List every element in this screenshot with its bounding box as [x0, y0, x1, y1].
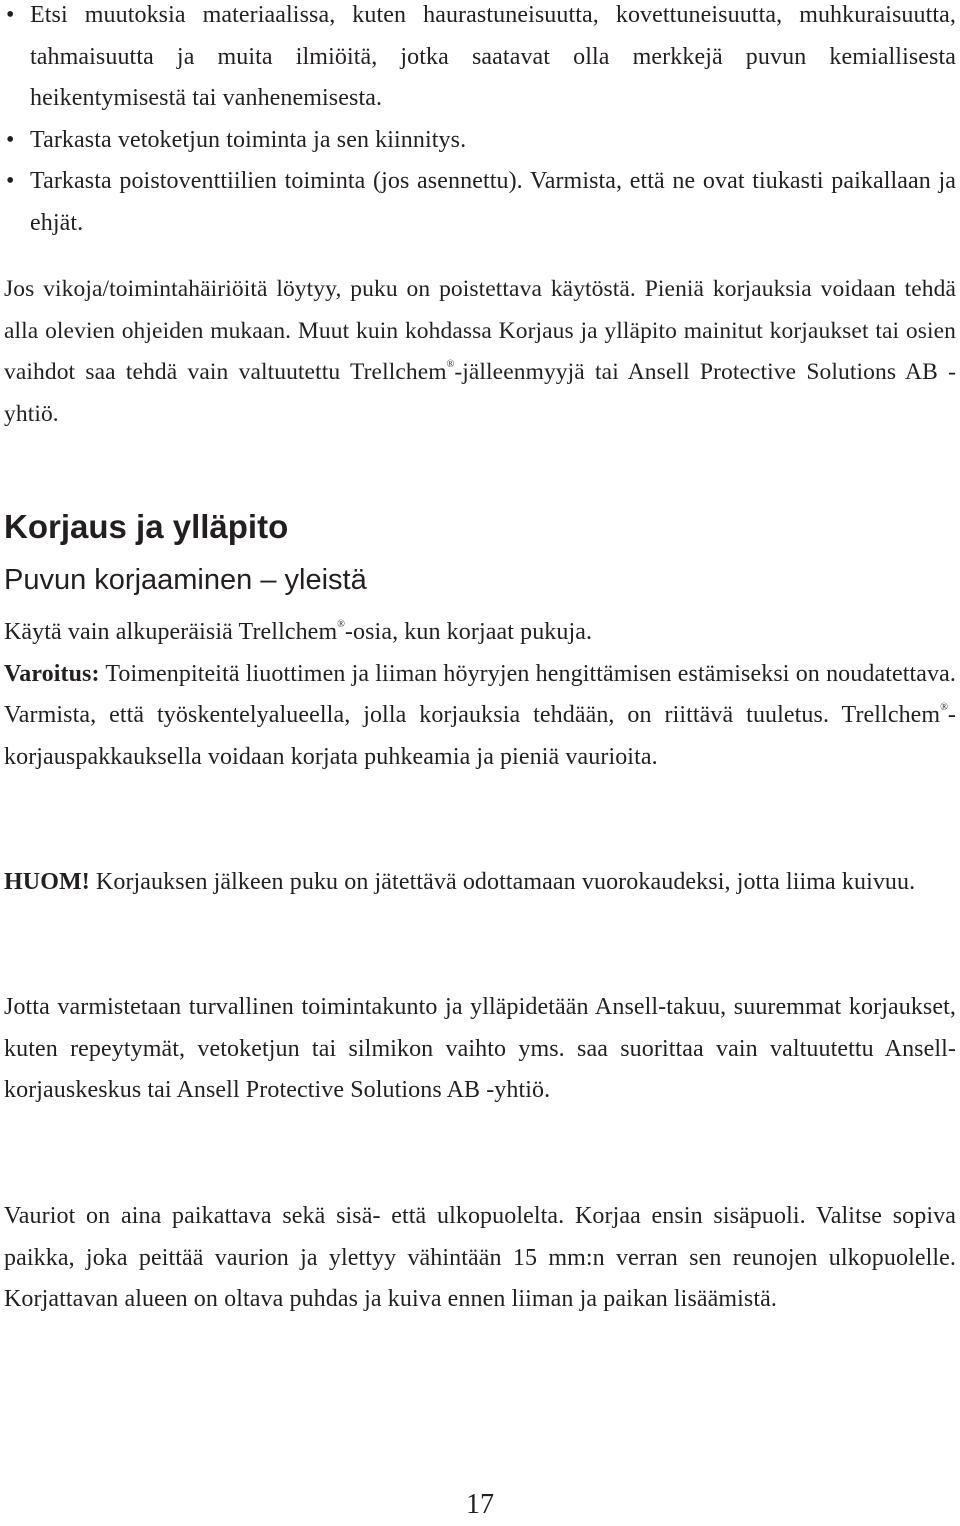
- bullet-icon: •: [6, 168, 15, 194]
- note-paragraph: [4, 862, 956, 904]
- registered-mark: ®: [337, 619, 345, 630]
- bullet-icon: •: [6, 2, 15, 28]
- inspection-note-paragraph: [4, 269, 956, 435]
- bullet-icon: •: [6, 126, 15, 153]
- parts-paragraph: [4, 612, 956, 778]
- note-text: Korjauksen jälkeen puku on jätettävä odottamaan vuorokaudeksi, jotta liima kuivuu.: [89, 869, 916, 895]
- registered-mark: ®: [940, 702, 948, 713]
- note-label: HUOM!: [4, 869, 90, 895]
- parts-text-end: -osia, kun korjaat pukuja.: [344, 619, 593, 645]
- parts-text: Käytä vain alkuperäisiä Trellchem: [4, 619, 338, 645]
- section-subtitle: Puvun korjaaminen – yleistä: [4, 564, 367, 596]
- inspection-note-text: Jos vikoja/toimintahäiriöitä löytyy, puku on poistettava käytöstä. Pieniä korjauksia voidaan tehdä alla olevien ohjeiden mukaan. Muut kuin kohdassa Korjaus ja ylläpito mainitut korjaukset tai osien vaihdot saa tehdä vain valtuutettu Trellchem: [4, 276, 956, 385]
- warning-label: Varoitus:: [4, 660, 100, 687]
- warning-text: Toimenpiteitä liuottimen ja liiman höyryjen hengittämisen estämiseksi on noudatettava. Varmista, että työskentelyalueella, jolla korjauksia tehdään, on riittävä tuuletus. Trellchem: [4, 660, 956, 728]
- list-item: [6, 0, 956, 120]
- page-number: 17: [466, 1489, 494, 1520]
- inspection-checklist: [6, 0, 956, 244]
- list-item: [6, 161, 956, 244]
- list-item: [6, 120, 956, 162]
- list-item-text: Etsi muutoksia materiaalissa, kuten haurastuneisuutta, kovettuneisuutta, muhkuraisuutta, tahmaisuutta ja muita ilmiöitä, jotka saatavat olla merkkejä puvun kemiallisesta heikentymisestä tai vanhenemisesta.: [30, 2, 956, 111]
- damage-repair-paragraph: Vauriot on aina paikattava sekä sisä- että ulkopuolelta. Korjaa ensin sisäpuoli. Valitse sopiva paikka, joka peittää vaurion ja ylettyy vähintään 15 mm:n verran sen reunojen ulkopuolelle. Korjattavan alueen on oltava puhdas ja kuiva ennen liiman ja paikan lisäämistä.: [4, 1203, 956, 1312]
- warning-text-end: -korjauspakkauksella voidaan korjata puhkeamia ja pieniä vaurioita.: [4, 702, 956, 770]
- warranty-paragraph: Jotta varmistetaan turvallinen toimintakunto ja ylläpidetään Ansell-takuu, suuremmat korjaukset, kuten repeytymät, vetoketjun tai silmikon vaihto yms. saa suorittaa vain valtuutettu Ansell-korjauskeskus tai Ansell Protective Solutions AB -yhtiö.: [4, 994, 956, 1103]
- inspection-note-text-end: -jälleenmyyjä tai Ansell Protective Solutions AB -yhtiö.: [4, 359, 956, 427]
- list-item-text: Tarkasta vetoketjun toiminta ja sen kiinnitys.: [30, 126, 467, 153]
- section-title: Korjaus ja ylläpito: [4, 508, 289, 545]
- list-item-text: Tarkasta poistoventtiilien toiminta (jos asennettu). Varmista, että ne ovat tiukasti paikallaan ja ehjät.: [30, 168, 956, 236]
- registered-mark: ®: [446, 359, 455, 370]
